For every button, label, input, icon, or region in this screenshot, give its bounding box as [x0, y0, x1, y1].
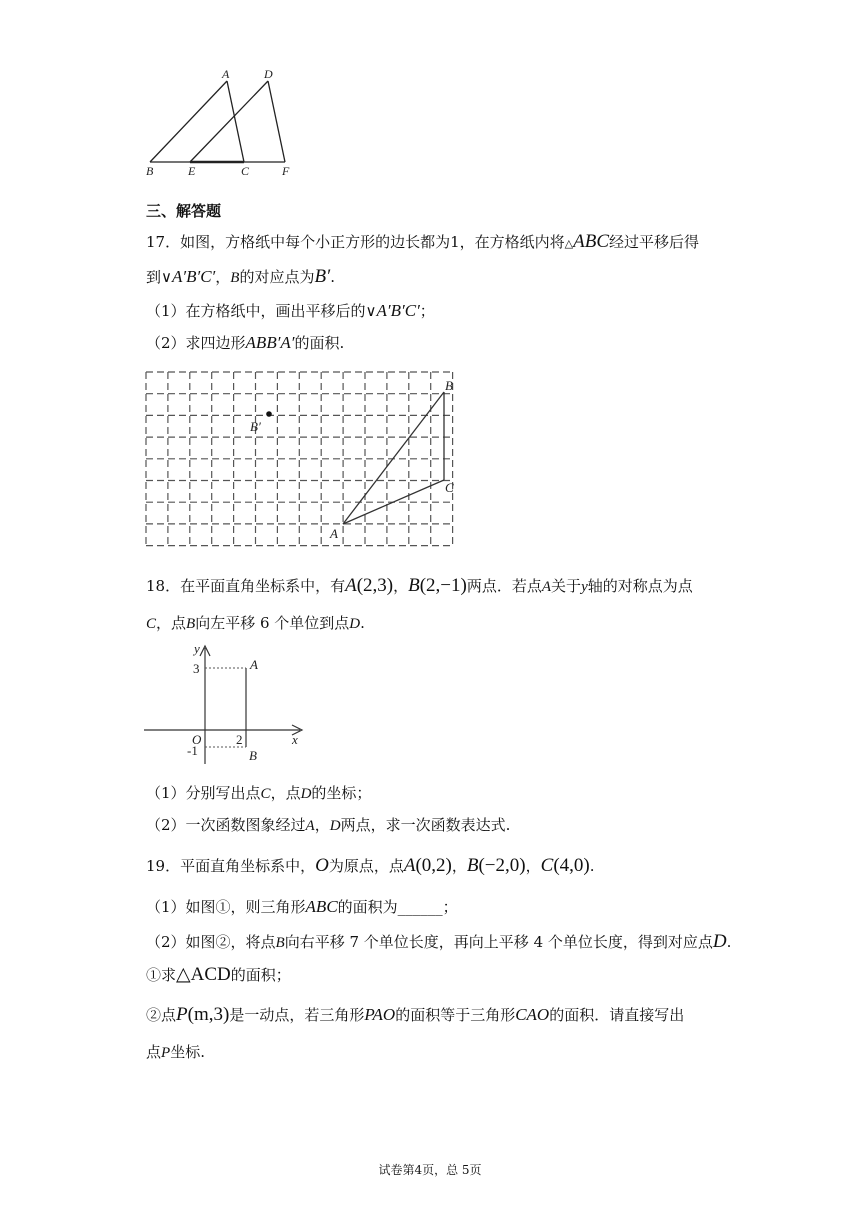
point-c-ref: C	[260, 786, 271, 802]
axis-label-x: x	[292, 732, 298, 747]
q17-s1-text: ；	[419, 302, 435, 320]
q18-subquestion-2	[146, 818, 510, 834]
label-a: A	[222, 67, 230, 81]
q18-s2-text: （2）一次函数图象经过	[146, 816, 306, 834]
label-f: F	[282, 164, 290, 178]
point-c-coords: (4,0)	[553, 855, 590, 876]
q19-part1-text: 的面积；	[230, 966, 291, 984]
label-c: C	[241, 164, 250, 178]
q18-s1-text: 的坐标；	[311, 784, 372, 802]
triangle-cao: CAO	[515, 1005, 550, 1024]
q17-line1	[146, 232, 699, 251]
q17-s1-text: （1）在方格纸中，画出平移后的∨	[146, 302, 377, 320]
y-axis-ref: y	[581, 579, 588, 595]
q19-s2-text: （2）如图②，将点	[146, 933, 276, 951]
q18-subquestion-1	[146, 786, 371, 802]
label-b: B	[146, 164, 154, 178]
triangle-pao: PAO	[364, 1005, 396, 1024]
point-a-ref: A	[305, 818, 315, 834]
q18-line1	[146, 576, 693, 595]
point-c: C	[540, 855, 554, 876]
label-c: C	[445, 480, 454, 495]
point-p: P	[176, 1004, 188, 1025]
q19-text: 19．平面直角坐标系中，	[146, 857, 316, 875]
q19-part2-text: ②点	[146, 1006, 177, 1024]
q17-subquestion-1	[146, 302, 435, 319]
q18-text: ，点	[156, 614, 187, 632]
coordinate-axes-figure	[140, 640, 310, 768]
triangle-abc: ABC	[573, 231, 609, 252]
label-a: A	[330, 526, 338, 541]
q17-text: 17．如图，方格纸中每个小正方形的边长都为1，在方格纸内将	[146, 233, 565, 251]
label-d: D	[264, 67, 273, 81]
point-b-coords: (−2,0)	[478, 855, 526, 876]
segment-df	[268, 81, 285, 162]
q17-subquestion-2	[146, 334, 344, 351]
q19-subquestion-2	[146, 932, 731, 951]
point-p-ref: P	[161, 1045, 171, 1061]
q19-line1	[146, 856, 595, 875]
point-b-ref: B	[186, 616, 196, 632]
triangle-acd: △ACD	[176, 964, 231, 985]
q17-text: 的对应点为	[239, 268, 315, 286]
q18-line2	[146, 616, 365, 632]
q19-text: ，	[525, 857, 541, 875]
triangle-abc-prime: A′B′C′	[171, 267, 216, 286]
label-b: B	[445, 378, 453, 393]
q17-text: 到∨	[146, 268, 172, 286]
label-b-prime: B′	[250, 419, 261, 434]
q17-s2-text: （2）求四边形	[146, 334, 246, 352]
triangle-symbol: △	[564, 237, 574, 250]
axis-label-y: y	[194, 641, 200, 656]
q19-part2-text: 坐标.	[170, 1043, 205, 1061]
figure-translated-triangles	[140, 64, 300, 180]
q18-text: 向左平移 6 个单位到点	[195, 614, 350, 632]
segment-ba	[150, 81, 227, 162]
point-b-coords: (2,−1)	[419, 575, 467, 596]
q19-part-2-cont	[146, 1045, 205, 1061]
point-o: O	[315, 855, 329, 876]
point-d-ref: D	[300, 786, 312, 802]
point-b-prime: B′	[314, 266, 331, 287]
q17-line2	[146, 267, 335, 286]
point-d-ref: D	[329, 818, 341, 834]
section-title: 三、解答题	[146, 202, 222, 220]
point-b: B	[230, 270, 240, 286]
q18-s1-text: ，点	[270, 784, 301, 802]
label-b: B	[249, 748, 257, 763]
tick-neg1: -1	[187, 743, 198, 758]
point-a-ref: A	[541, 579, 552, 595]
q19-part2-text: 的面积等于三角形	[395, 1006, 516, 1024]
q18-s2-text: ，	[314, 816, 330, 834]
label-e: E	[188, 164, 196, 178]
q18-text: .	[360, 614, 365, 632]
q19-part1-text: ①求	[146, 966, 177, 984]
q19-text: ，	[451, 857, 467, 875]
point-c-ref: C	[146, 616, 157, 632]
label-a: A	[250, 657, 258, 672]
q18-text: 关于	[551, 577, 582, 595]
q18-s1-text: （1）分别写出点	[146, 784, 261, 802]
q18-s2-text: 两点，求一次函数表达式.	[340, 816, 511, 834]
point-b: B	[466, 855, 479, 876]
point-a: A	[403, 855, 416, 876]
q19-subquestion-1	[146, 898, 458, 915]
q17-text: .	[330, 268, 335, 286]
q17-text: 经过平移后得	[609, 233, 700, 251]
point-b: B	[408, 575, 420, 596]
q18-text: ，	[393, 577, 409, 595]
point-b-prime-dot	[266, 411, 272, 417]
q19-s1-text: （1）如图①，则三角形	[146, 898, 306, 916]
q19-part2-text: 的面积．请直接写出	[549, 1006, 685, 1024]
q19-text: .	[589, 857, 595, 875]
point-b-ref: B	[275, 935, 285, 951]
point-p-coords: (m,3)	[187, 1004, 230, 1025]
triangle-abc: ABC	[305, 897, 338, 916]
q19-part-2	[146, 1005, 684, 1024]
q17-s2-text: 的面积.	[294, 334, 345, 352]
q19-part-1	[146, 965, 291, 984]
point-a: A	[345, 575, 357, 596]
q18-text: 轴的对称点为点	[587, 577, 693, 595]
segment-ab	[343, 392, 444, 524]
tick-2: 2	[236, 732, 243, 747]
q17-text: ，	[215, 268, 231, 286]
quadrilateral-abbprime-aprime: ABB′A′	[245, 333, 295, 352]
origin-label: O	[192, 732, 202, 747]
q18-text: 两点．若点	[466, 577, 542, 595]
triangle-abc-prime: A′B′C′	[376, 301, 420, 320]
q18-text: 18．在平面直角坐标系中，有	[146, 577, 346, 595]
q19-part2-text: 点	[146, 1043, 162, 1061]
q19-s1-text: 的面积为______；	[337, 898, 458, 916]
q19-part2-text: 是一动点，若三角形	[229, 1006, 365, 1024]
point-a-coords: (0,2)	[415, 855, 452, 876]
q19-s2-text: .	[726, 933, 732, 951]
point-d-ref: D	[349, 616, 361, 632]
tick-3: 3	[193, 661, 200, 676]
q19-text: 为原点，点	[328, 857, 404, 875]
q19-s2-text: 向右平移 7 个单位长度，再向上平移 4 个单位长度，得到对应点	[284, 933, 713, 951]
page-footer: 试卷第4页，总 5页	[378, 1163, 482, 1177]
point-a-coords: (2,3)	[356, 575, 394, 596]
point-d: D	[712, 931, 727, 952]
grid-figure	[140, 366, 472, 550]
